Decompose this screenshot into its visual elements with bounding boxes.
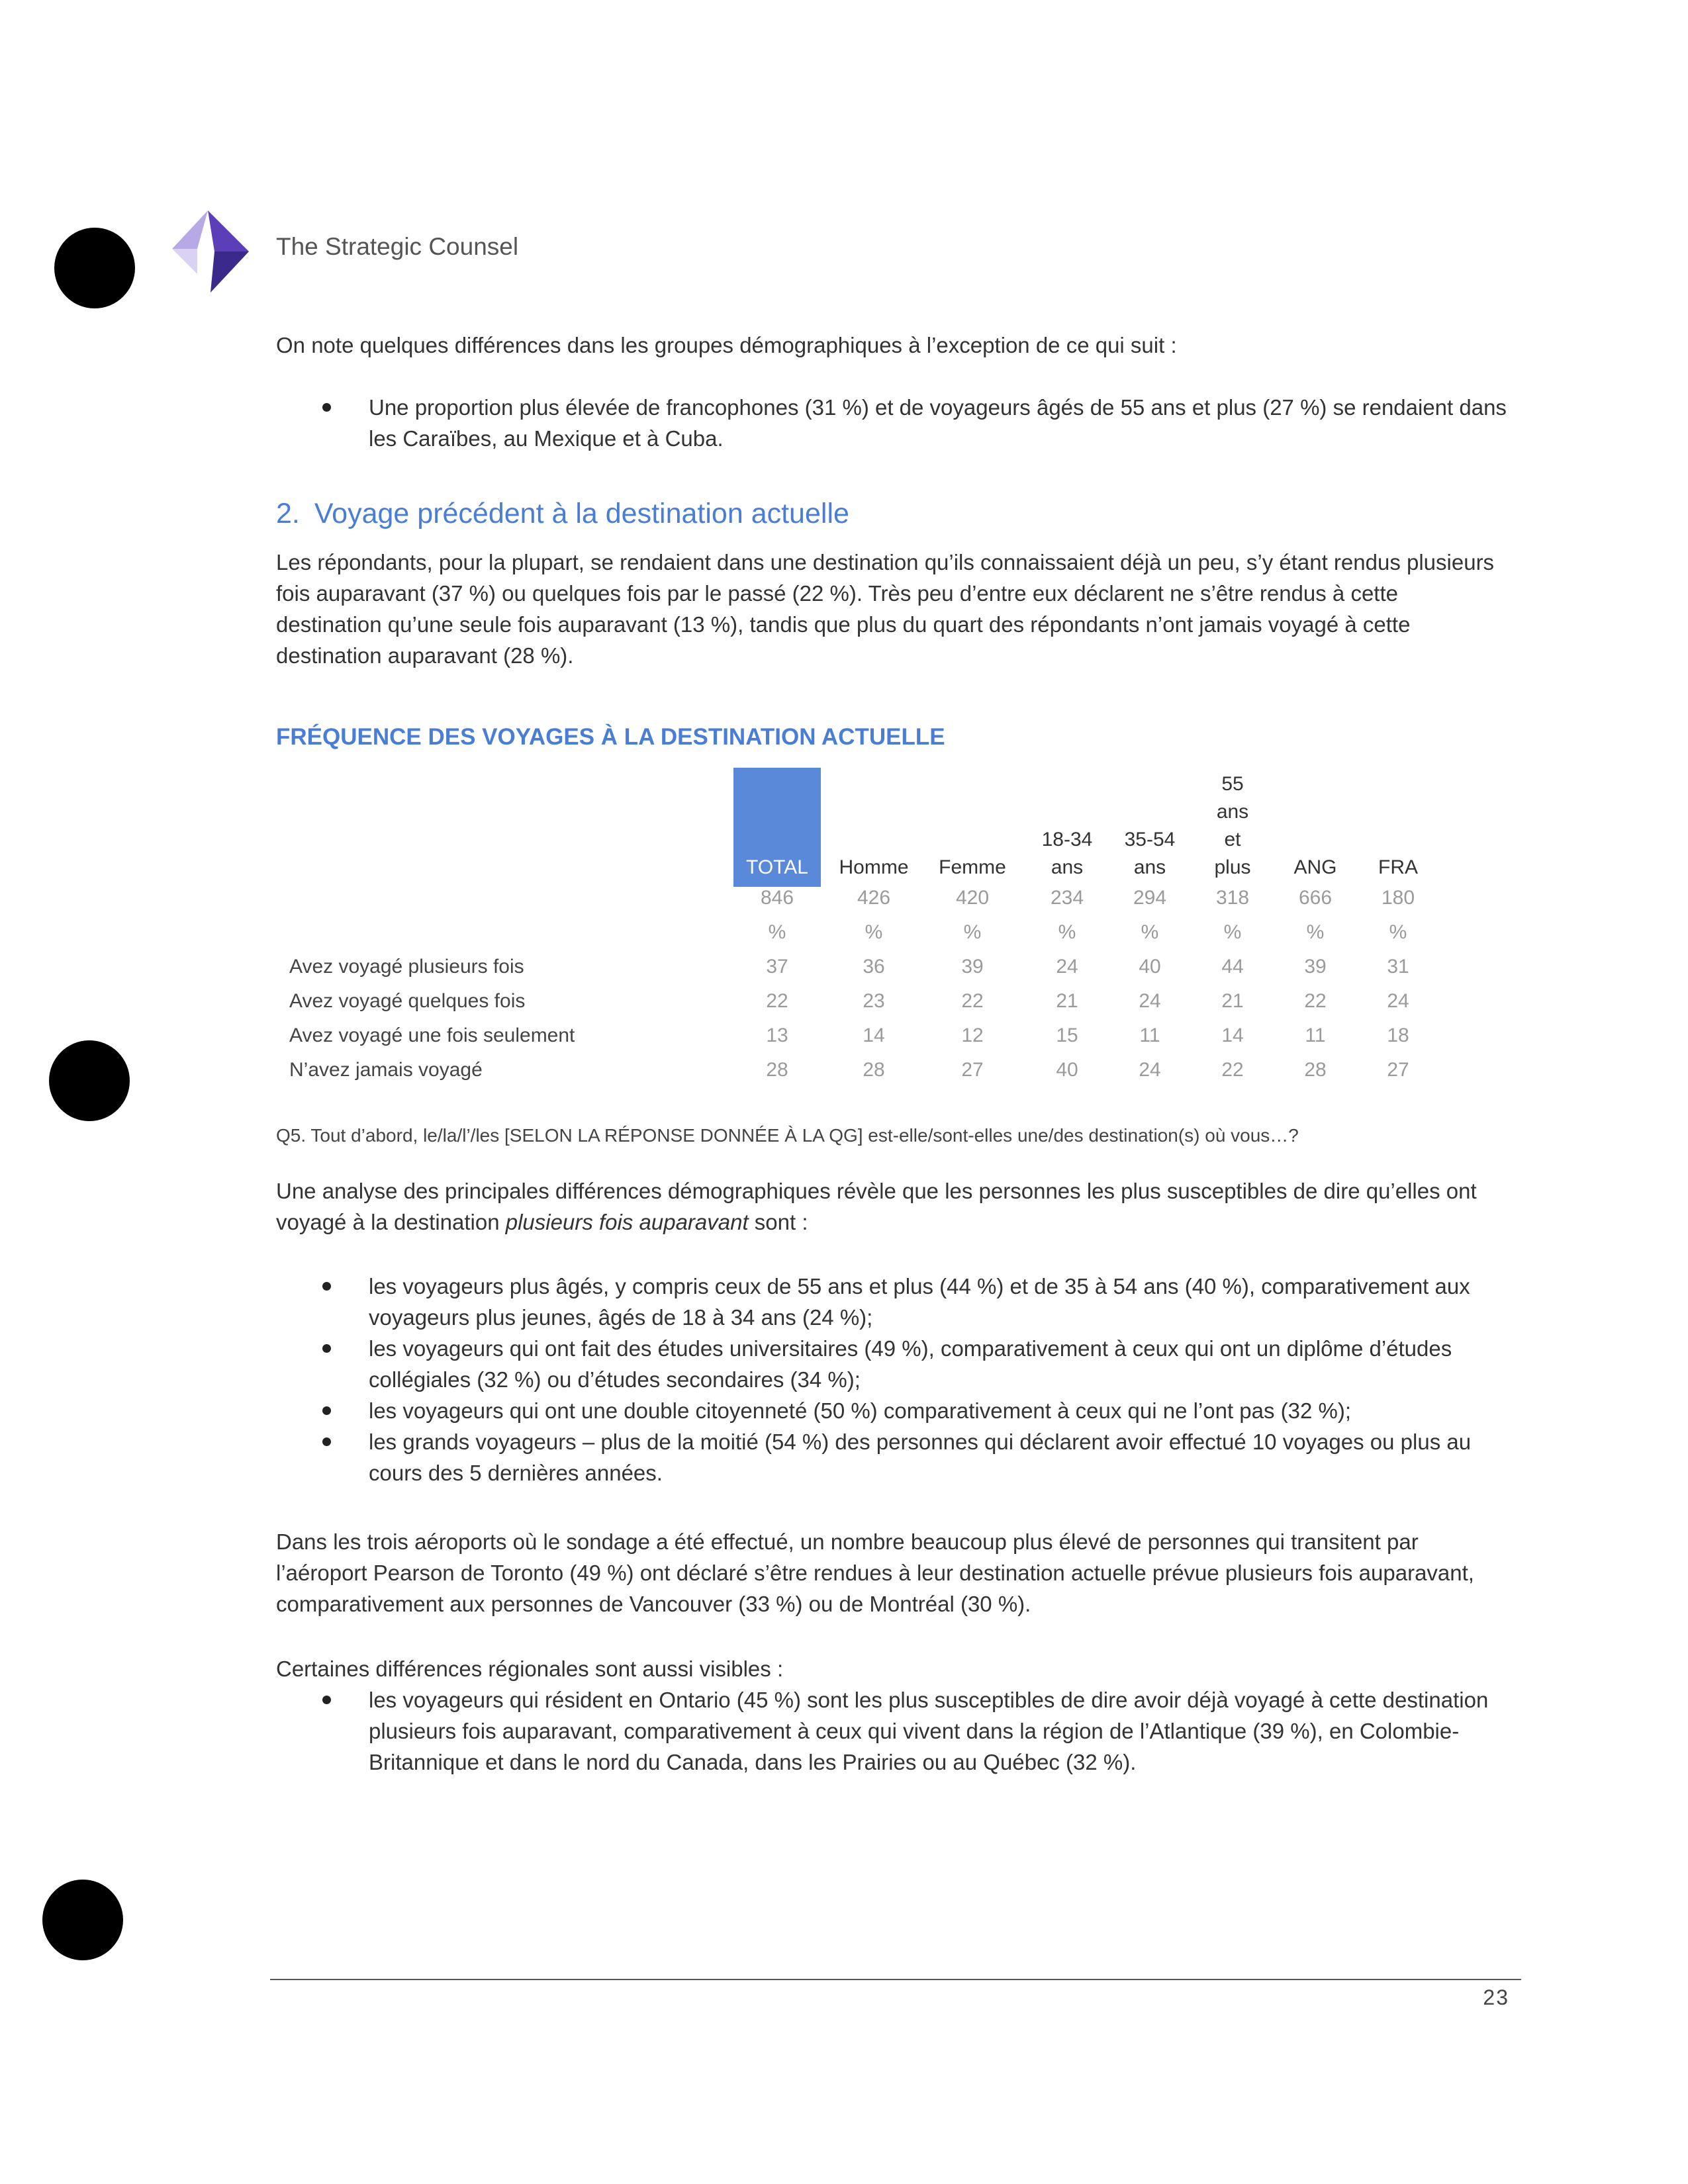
table-cell: 14 [1221,1024,1244,1046]
binder-hole-top [54,228,135,308]
table-cell: 44 [1221,956,1244,978]
column-header: 35-54 [1124,829,1176,850]
airports-paragraph: Dans les trois aéroports où le sondage a été effectué, un nombre beaucoup plus élevé de personnes qui transitent par l’aéroport Pearson de Toronto (49 %) ont déclaré s’être rendues à leur destination actuelle prévue plusieurs fois auparavant, comparativement aux personnes de Vancouver (33 %) ou de Montréal (30 %). [276,1529,1474,1616]
list-item: Une proportion plus élevée de francophones (31 %) et de voyageurs âgés de 55 ans et plus (27 %) se rendaient dans les Caraïbes, au Mexique et à Cuba. [276,392,1507,454]
list-item: les voyageurs qui ont fait des études universitaires (49 %), comparativement à ceux qui ont un diplôme d’études collégiales (32 %) ou d’études secondaires (34 %); [276,1333,1507,1395]
footer-rule [270,1979,1521,1980]
table-cell: 15 [1056,1024,1078,1046]
table-cell: 39 [1304,956,1327,978]
table-cell: 37 [766,956,788,978]
section-paragraph: Les répondants, pour la plupart, se rendaient dans une destination qu’ils connaissaient déjà un peu, s’y étant rendus plusieurs fois auparavant (37 %) ou quelques fois par le passé (22 %). Très peu d’entre eux déclarent ne s’être rendus à cette destination qu’une seule fois auparavant (13 %), tandis que plus du quart des répondants n’ont jamais voyagé à cette destination auparavant (28 %). [276,550,1495,668]
column-header: Homme [839,856,909,878]
table-cell: 12 [961,1024,984,1046]
table-cell: 31 [1387,956,1409,978]
table-cell: 14 [863,1024,885,1046]
row-label: Avez voyagé quelques fois [289,990,526,1012]
row-label: Avez voyagé plusieurs fois [289,956,524,978]
column-header: TOTAL [746,856,808,878]
list-item: les voyageurs plus âgés, y compris ceux de 55 ans et plus (44 %) et de 35 à 54 ans (40 %), comparativement aux voyageurs plus jeunes, âgés de 18 à 34 ans (24 %); [276,1271,1507,1333]
intro-paragraph: On note quelques différences dans les groupes démographiques à l’exception de ce qui suit : [276,333,1177,357]
row-label: N’avez jamais voyagé [289,1059,483,1081]
table-cell: 40 [1056,1059,1078,1081]
brand-name: The Strategic Counsel [276,233,519,260]
list-item: les voyageurs qui résident en Ontario (45 %) sont les plus susceptibles de dire avoir déjà voyagé à cette destination plusieurs fois auparavant, comparativement à ceux qui vivent dans la région de l’Atlantique (39 %), en Colombie-Britannique et dans le nord du Canada, dans les Prairies ou au Québec (32 %). [276,1684,1507,1778]
base-count: 294 [1133,887,1167,909]
percent-sign: % [963,921,982,943]
table-cell: 40 [1139,956,1161,978]
base-count: 426 [857,887,891,909]
column-header: Femme [939,856,1006,878]
table-cell: 11 [1139,1024,1160,1046]
analysis-lead-text: Une analyse des principales différences démographiques révèle que les personnes les plus susceptibles de dire qu’elles ont voyagé à la destination [276,1179,1477,1234]
table-cell: 24 [1139,1059,1161,1081]
table-cell: 21 [1056,990,1078,1012]
table-cell: 28 [766,1059,788,1081]
question-note: Q5. Tout d’abord, le/la/l’/les [SELON LA RÉPONSE DONNÉE À LA QG] est-elle/sont-elles une/des destination(s) où vous…? [276,1125,1299,1146]
base-count: 234 [1050,887,1084,909]
regional-bullet-list [276,1684,1507,1778]
list-item: les voyageurs qui ont une double citoyenneté (50 %) comparativement à ceux qui ne l’ont pas (32 %); [276,1395,1507,1426]
table-cell: 28 [1304,1059,1327,1081]
table-cell: 24 [1387,990,1409,1012]
percent-sign: % [1306,921,1325,943]
column-header: plus [1214,856,1251,878]
base-count: 846 [760,887,794,909]
binder-hole-middle [49,1040,130,1121]
table-cell: 18 [1387,1024,1409,1046]
section-number: 2. [276,498,300,529]
list-item: les grands voyageurs – plus de la moitié (54 %) des personnes qui déclarent avoir effectué 10 voyages ou plus au cours des 5 dernières années. [276,1426,1507,1488]
base-count: 420 [955,887,990,909]
table-cell: 24 [1056,956,1078,978]
table-cell: 23 [863,990,885,1012]
page-number: 23 [1483,1985,1509,2009]
section-heading [276,498,849,530]
table-cell: 24 [1139,990,1161,1012]
table-cell: 22 [1221,1059,1244,1081]
analysis-lead [276,1175,1507,1238]
base-count: 180 [1381,887,1415,909]
table-cell: 28 [863,1059,885,1081]
column-header: ans [1133,856,1166,878]
table-title: FRÉQUENCE DES VOYAGES À LA DESTINATION ACTUELLE [276,724,945,750]
percent-sign: % [1223,921,1242,943]
column-header: 55 [1221,773,1244,795]
regional-lead: Certaines différences régionales sont aussi visibles : [276,1657,784,1681]
analysis-bullet-list [276,1271,1507,1488]
column-header: ans [1216,801,1249,823]
percent-sign: % [1141,921,1159,943]
column-header: ans [1051,856,1084,878]
percent-sign: % [768,921,786,943]
table-cell: 27 [1387,1059,1409,1081]
column-header: FRA [1378,856,1418,878]
analysis-lead-emphasis: plusieurs fois auparavant [505,1210,749,1234]
base-count: 318 [1215,887,1250,909]
table-cell: 11 [1305,1024,1326,1046]
table-cell: 36 [863,956,885,978]
percent-sign: % [865,921,883,943]
percent-sign: % [1058,921,1076,943]
table-cell: 13 [766,1024,788,1046]
intro-bullet-list [276,392,1507,454]
section-title: Voyage précédent à la destination actuelle [314,498,849,529]
table-cell: 22 [961,990,984,1012]
row-label: Avez voyagé une fois seulement [289,1024,575,1046]
column-header: 18-34 [1041,829,1093,850]
strategic-counsel-logo-icon [167,208,254,295]
base-count: 666 [1298,887,1333,909]
column-header: ANG [1293,856,1337,878]
column-header: et [1224,829,1241,850]
table-cell: 22 [766,990,788,1012]
table-cell: 22 [1304,990,1327,1012]
table-cell: 39 [961,956,984,978]
binder-hole-bottom [42,1880,123,1960]
table-cell: 21 [1221,990,1244,1012]
table-cell: 27 [961,1059,984,1081]
analysis-lead-end: sont : [748,1210,808,1234]
percent-sign: % [1389,921,1407,943]
